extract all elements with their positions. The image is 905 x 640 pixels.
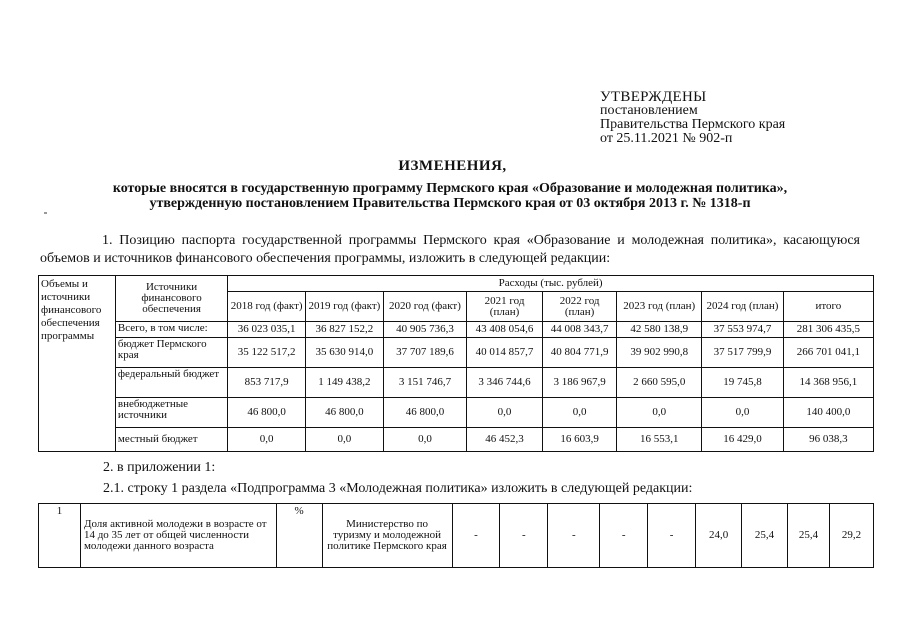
value-cell: 853 717,9: [228, 368, 306, 398]
unit-cell: %: [276, 504, 322, 568]
source-extrabudgetary: внебюджетные источники: [115, 398, 227, 428]
value-cell: 37 517 799,9: [702, 338, 783, 368]
table-row: [39, 322, 874, 338]
value-cell: 3 151 746,7: [383, 368, 466, 398]
value-cell: 2 660 595,0: [617, 368, 702, 398]
document-subtitle: [40, 181, 860, 211]
value-cell: 40 014 857,7: [467, 338, 543, 368]
ministry-cell: Министерство по туризму и молодежной политике Пермского края: [322, 504, 452, 568]
value-cell: 46 800,0: [383, 398, 466, 428]
value-cell: 281 306 435,5: [783, 322, 873, 338]
total-header: итого: [783, 292, 873, 322]
value-cell: 44 008 343,7: [543, 322, 617, 338]
value-cell: -: [500, 504, 548, 568]
source-total: Всего, в том числе:: [115, 322, 227, 338]
value-cell: 36 023 035,1: [228, 322, 306, 338]
value-cell: 19 745,8: [702, 368, 783, 398]
value-cell: 46 452,3: [467, 428, 543, 452]
value-cell: 266 701 041,1: [783, 338, 873, 368]
value-cell: 46 800,0: [228, 398, 306, 428]
row-number: 1: [39, 504, 81, 568]
value-cell: 96 038,3: [783, 428, 873, 452]
value-cell: 24,0: [696, 504, 742, 568]
value-cell: 25,4: [742, 504, 788, 568]
value-cell: 0,0: [543, 398, 617, 428]
document-title: ИЗМЕНЕНИЯ,: [398, 158, 507, 174]
value-cell: 39 902 990,8: [617, 338, 702, 368]
source-federal-budget: федеральный бюджет: [115, 368, 227, 398]
paragraph-2: 2. в приложении 1:: [103, 460, 216, 475]
value-cell: 0,0: [228, 428, 306, 452]
value-cell: 16 553,1: [617, 428, 702, 452]
source-local-budget: местный бюджет: [115, 428, 227, 452]
value-cell: -: [452, 504, 500, 568]
financing-label-cell: Объемы и источники финансового обеспечения программы: [39, 276, 116, 452]
value-cell: 40 905 736,3: [383, 322, 466, 338]
value-cell: 42 580 138,9: [617, 322, 702, 338]
value-cell: -: [600, 504, 648, 568]
value-cell: 37 707 189,6: [383, 338, 466, 368]
source-regional-budget: бюджет Пермского края: [115, 338, 227, 368]
indicator-table: [38, 503, 874, 568]
value-cell: 0,0: [306, 428, 384, 452]
financing-table: [38, 275, 874, 452]
paragraph-3: 2.1. строку 1 раздела «Подпрограмма 3 «Молодежная политика» изложить в следующей редакции:: [103, 481, 693, 496]
table-row: [39, 398, 874, 428]
value-cell: 0,0: [383, 428, 466, 452]
approval-line-3: от 25.11.2021 № 902-п: [600, 131, 733, 146]
year-header-2019: 2019 год (факт): [306, 292, 384, 322]
table-row: [39, 368, 874, 398]
value-cell: 16 429,0: [702, 428, 783, 452]
value-cell: 43 408 054,6: [467, 322, 543, 338]
paragraph-1: 1. Позицию паспорта государственной программы Пермского края «Образование и молодежная политика», касающуюся объемов и источников финансового обеспечения программы, изложить в следующей редакции:: [40, 233, 860, 266]
year-header-2020: 2020 год (факт): [383, 292, 466, 322]
value-cell: 0,0: [702, 398, 783, 428]
value-cell: 0,0: [467, 398, 543, 428]
year-header-2018: 2018 год (факт): [228, 292, 306, 322]
value-cell: 35 630 914,0: [306, 338, 384, 368]
value-cell: 3 186 967,9: [543, 368, 617, 398]
value-cell: 46 800,0: [306, 398, 384, 428]
document-subtitle-line-1: которые вносятся в государственную программу Пермского края «Образование и молодежная политика»,: [112, 181, 788, 196]
value-cell: 25,4: [788, 504, 830, 568]
value-cell: 3 346 744,6: [467, 368, 543, 398]
year-header-2023: 2023 год (план): [617, 292, 702, 322]
year-header-2022: 2022 год (план): [543, 292, 617, 322]
table-row: [39, 338, 874, 368]
document-subtitle-line-2: утвержденную постановлением Правительства Пермского края от 03 октября 2013 г. № 1318-п: [149, 196, 751, 211]
year-header-2021: 2021 год (план): [467, 292, 543, 322]
value-cell: 40 804 771,9: [543, 338, 617, 368]
value-cell: 14 368 956,1: [783, 368, 873, 398]
approval-title: УТВЕРЖДЕНЫ: [600, 89, 707, 105]
value-cell: 35 122 517,2: [228, 338, 306, 368]
value-cell: -: [548, 504, 600, 568]
table-row: [39, 428, 874, 452]
value-cell: 1 149 438,2: [306, 368, 384, 398]
approval-line-2: Правительства Пермского края: [600, 117, 786, 132]
value-cell: -: [648, 504, 696, 568]
year-header-2024: 2024 год (план): [702, 292, 783, 322]
approval-stamp: [600, 90, 860, 146]
value-cell: 29,2: [829, 504, 873, 568]
value-cell: 140 400,0: [783, 398, 873, 428]
approval-line-1: постановлением: [600, 103, 698, 118]
expenses-header: Расходы (тыс. рублей): [228, 276, 874, 292]
table-row: [39, 504, 874, 568]
scan-mark: [44, 212, 47, 214]
value-cell: 16 603,9: [543, 428, 617, 452]
indicator-name: Доля активной молодежи в возрасте от 14 до 35 лет от общей численности молодежи данного возраста: [80, 504, 276, 568]
sources-header: Источники финансового обеспечения: [115, 276, 227, 322]
value-cell: 36 827 152,2: [306, 322, 384, 338]
value-cell: 0,0: [617, 398, 702, 428]
value-cell: 37 553 974,7: [702, 322, 783, 338]
